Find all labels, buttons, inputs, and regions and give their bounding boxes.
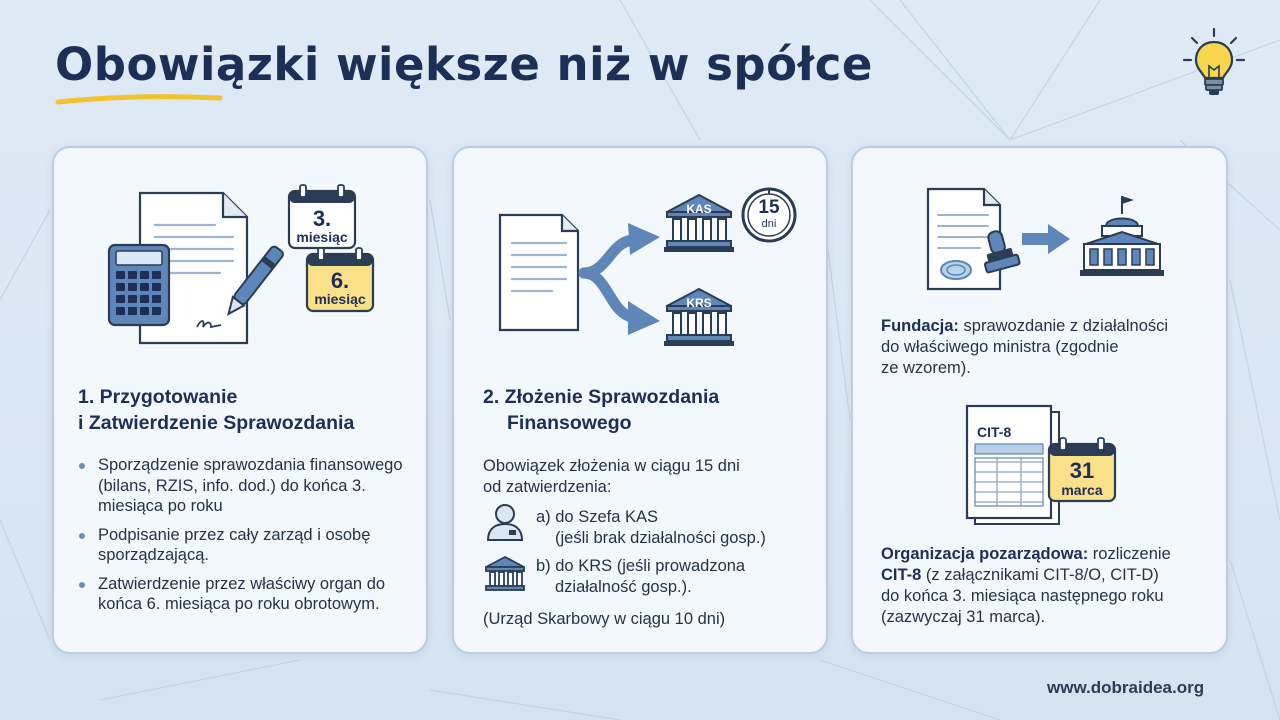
clock-unit: dni xyxy=(761,218,777,230)
org-cit-label: CIT-8 xyxy=(881,566,922,584)
document-split-arrows-illustration xyxy=(492,185,692,350)
item-b-line1: b) do KRS (jeśli prowadzona xyxy=(536,557,746,575)
list-item: Sporządzenie sprawozdania finansowego (bilans, RZIS, info. dod.) do końca 3. miesiąca po roku xyxy=(76,455,406,517)
calendar-31-label: marca xyxy=(1061,482,1103,498)
footer-website: www.dobraidea.org xyxy=(1047,678,1205,697)
fundacja-line1 xyxy=(881,316,1168,337)
card2-intro-line1: Obowiązek złożenia w ciągu 15 dni xyxy=(483,457,740,475)
list-item: Podpisanie przez cały zarząd i osobę sporządzającą. xyxy=(76,525,406,566)
calendar-bottom-number: 6. xyxy=(330,268,350,293)
fundacja-text-line1: sprawozdanie z działalności xyxy=(958,317,1169,335)
fundacja-line2: do właściwego ministra (zgodnie xyxy=(881,338,1119,356)
clock-number: 15 xyxy=(758,197,780,218)
card2-intro-line2: od zatwierdzenia: xyxy=(483,478,612,496)
org-text-line1: rozliczenie xyxy=(1088,545,1171,563)
item-b-line2: działalność gosp.). xyxy=(555,578,692,596)
small-building-icon xyxy=(484,555,526,595)
card2-heading-line1: 2. Złożenie Sprawozdania xyxy=(483,386,720,408)
kas-label: KAS xyxy=(686,202,712,216)
list-item: Zatwierdzenie przez właściwy organ do końca 6. miesiąca po roku obrotowym. xyxy=(76,574,406,615)
card1-heading-line1: 1. Przygotowanie xyxy=(78,386,238,408)
title-underline xyxy=(55,92,225,106)
document-stamp-illustration xyxy=(920,185,1030,293)
org-label: Organizacja pozarządowa: xyxy=(881,545,1089,563)
card1-bullet-list xyxy=(76,455,406,623)
fundacja-line3: ze wzorem). xyxy=(881,359,971,377)
card2-note: (Urząd Skarbowy w ciągu 10 dni) xyxy=(483,610,726,628)
org-line4: (zazwyczaj 31 marca). xyxy=(881,608,1046,626)
card1-heading-line2: i Zatwierdzenie Sprawozdania xyxy=(78,412,355,434)
org-line2 xyxy=(881,565,1159,586)
card2-heading-line2: Finansowego xyxy=(507,412,632,434)
krs-label: KRS xyxy=(686,296,712,310)
item-a-line2: (jeśli brak działalności gosp.) xyxy=(555,529,766,547)
org-line3: do końca 3. miesiąca następnego roku xyxy=(881,587,1164,605)
org-line1 xyxy=(881,544,1171,565)
calendar-top-label: miesiąc xyxy=(296,229,348,245)
arrow-right-icon xyxy=(1020,222,1072,256)
item-a-line1: a) do Szefa KAS xyxy=(536,508,658,526)
org-text-line2: (z załącznikami CIT-8/O, CIT-D) xyxy=(921,566,1159,584)
cit8-form-label: CIT-8 xyxy=(977,424,1012,440)
calendar-bottom-label: miesiąc xyxy=(314,291,366,307)
page-title: Obowiązki większe niż w spółce xyxy=(55,38,873,91)
calendar-31-number: 31 xyxy=(1069,458,1095,483)
calendar-top-number: 3. xyxy=(312,206,332,231)
document-calculator-pen-illustration xyxy=(105,185,285,350)
person-icon xyxy=(484,502,526,542)
ministry-building-icon xyxy=(1076,192,1164,280)
lightbulb-icon xyxy=(1180,26,1248,102)
fundacja-label: Fundacja: xyxy=(881,317,959,335)
